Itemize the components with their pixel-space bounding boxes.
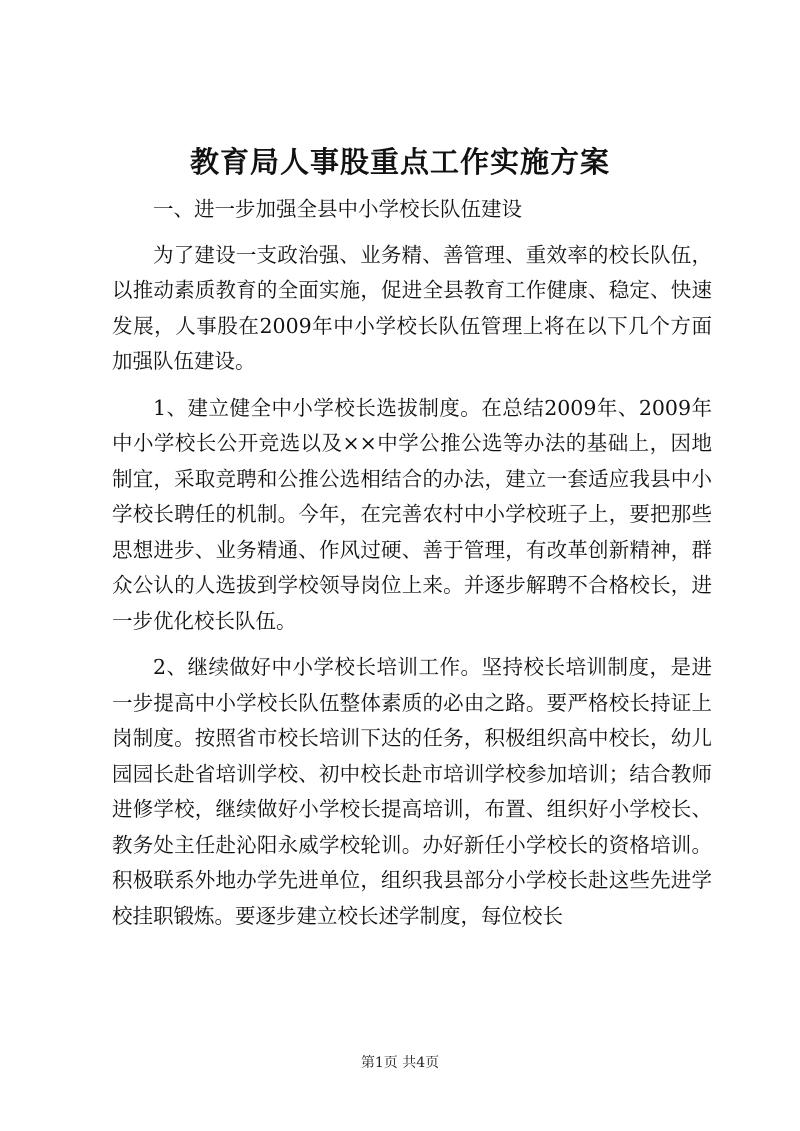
document-body [112, 192, 712, 945]
paragraph-item-1: 1、建立健全中小学校长选拔制度。在总结2009年、2009年中小学校长公开竞选以及××中学公推公选等办法的基础上，因地制宜，采取竞聘和公推公选相结合的办法，建立一套适应我县中小学校长聘任的机制。今年，在完善农村中小学校班子上，要把那些思想进步、业务精通、作风过硬、善于管理，有改革创新精神，群众公认的人选拔到学校领导岗位上来。并逐步解聘不合格校长，进一步优化校长队伍。 [112, 395, 712, 633]
document-title: 教育局人事股重点工作实施方案 [189, 145, 610, 179]
paragraph-item-2: 2、继续做好中小学校长培训工作。坚持校长培训制度，是进一步提高中小学校长队伍整体素质的必由之路。要严格校长持证上岗制度。按照省市校长培训下达的任务，积极组织高中校长，幼儿园园长赴省培训学校、初中校长赴市培训学校参加培训；结合教师进修学校，继续做好小学校长提高培训，布置、组织好小学校长、教务处主任赴沁阳永威学校轮训。办好新任小学校长的资格培训。积极联系外地办学先进单位，组织我县部分小学校长赴这些先进学校挂职锻炼。要逐步建立校长述学制度，每位校长 [112, 655, 712, 928]
paragraph-intro: 为了建设一支政治强、业务精、善管理、重效率的校长队伍，以推动素质教育的全面实施，促进全县教育工作健康、稳定、快速发展，人事股在2009年中小学校长队伍管理上将在以下几个方面加强队伍建设。 [112, 242, 712, 373]
page-number-footer: 第1页 共4页 [360, 1055, 440, 1071]
section-heading: 一、进一步加强全县中小学校长队伍建设 [153, 197, 522, 221]
